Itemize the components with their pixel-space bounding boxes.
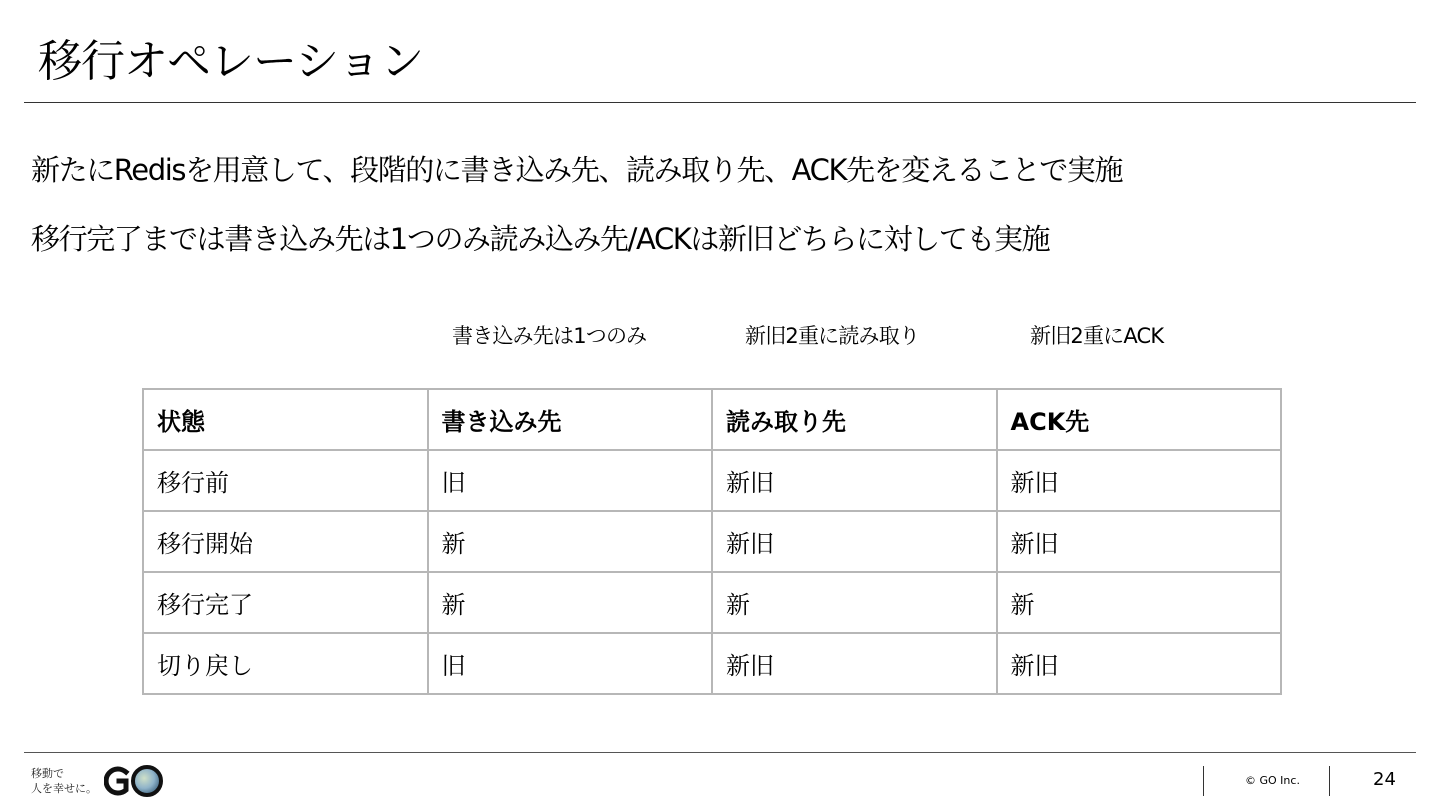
- table-row: [143, 511, 1281, 572]
- table-cell: 旧: [428, 633, 713, 694]
- column-note-write: 書き込み先は1つのみ: [452, 324, 647, 348]
- table-row: [143, 450, 1281, 511]
- header-write-target: 書き込み先: [428, 389, 713, 450]
- table-cell: 移行完了: [143, 572, 428, 633]
- table-cell: 新旧: [997, 511, 1282, 572]
- table-cell: 新: [428, 511, 713, 572]
- table-cell: 新: [997, 572, 1282, 633]
- body-text-line-1: 新たにRedisを用意して、段階的に書き込み先、読み取り先、ACK先を変えることで実施: [31, 153, 1123, 187]
- footer-divider: [24, 752, 1416, 753]
- logo-tagline: [31, 766, 97, 796]
- header-state: 状態: [143, 389, 428, 450]
- table-row: [143, 633, 1281, 694]
- table-cell: 新: [712, 572, 997, 633]
- table-cell: 新旧: [997, 633, 1282, 694]
- table-cell: 移行前: [143, 450, 428, 511]
- slide-title: 移行オペレーション: [38, 36, 424, 87]
- logo-tagline-line-2: 人を幸せに。: [31, 782, 97, 795]
- table-row: [143, 572, 1281, 633]
- table-cell: 移行開始: [143, 511, 428, 572]
- column-note-read: 新旧2重に読み取り: [745, 324, 920, 348]
- copyright-text: © GO Inc.: [1245, 774, 1300, 787]
- body-text-line-2: 移行完了までは書き込み先は1つのみ読み込み先/ACKは新旧どちらに対しても実施: [31, 222, 1050, 256]
- table-cell: 新旧: [712, 511, 997, 572]
- footer-separator: [1203, 766, 1204, 796]
- go-logo-icon: [104, 763, 166, 799]
- footer-separator: [1329, 766, 1330, 796]
- table-cell: 切り戻し: [143, 633, 428, 694]
- table-cell: 新旧: [712, 450, 997, 511]
- header-ack-target: ACK先: [997, 389, 1282, 450]
- table-cell: 新旧: [712, 633, 997, 694]
- column-note-ack: 新旧2重にACK: [1030, 324, 1164, 348]
- table-cell: 新旧: [997, 450, 1282, 511]
- page-number: 24: [1373, 769, 1396, 790]
- title-divider: [24, 102, 1416, 103]
- table-cell: 新: [428, 572, 713, 633]
- logo-tagline-line-1: 移動で: [31, 767, 64, 780]
- table-header-row: [143, 389, 1281, 450]
- migration-state-table: [142, 388, 1282, 695]
- table-cell: 旧: [428, 450, 713, 511]
- header-read-target: 読み取り先: [712, 389, 997, 450]
